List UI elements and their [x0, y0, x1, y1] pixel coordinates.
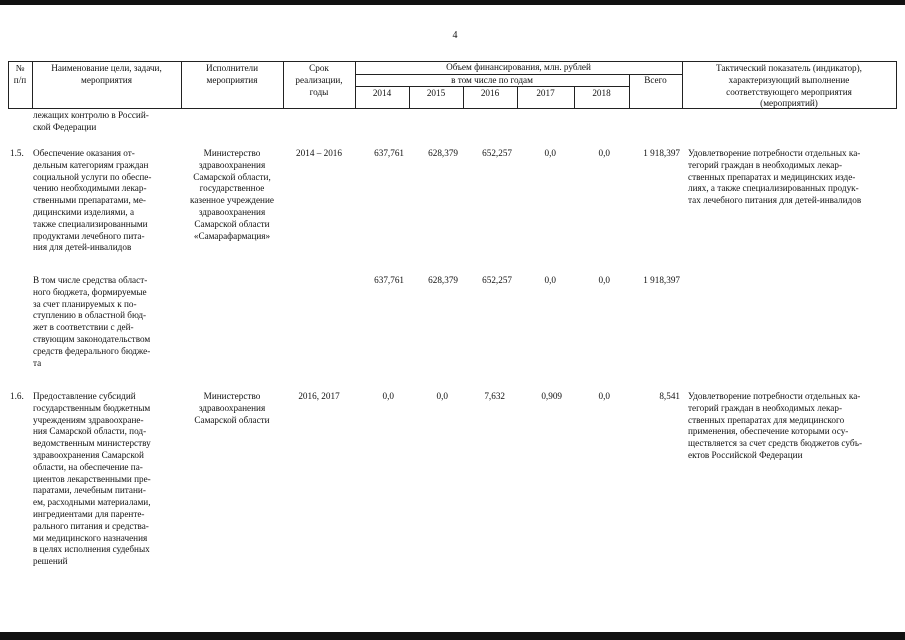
row-value-2017: 0,909	[541, 391, 562, 401]
header-total: Всего	[644, 75, 667, 85]
top-border	[0, 0, 905, 5]
subrow-value-2015: 628,379	[428, 275, 458, 285]
row-value-2018: 0,0	[598, 148, 610, 158]
carryover-text: лежащих контролю в Россий- ской Федерации	[33, 110, 149, 132]
bottom-border	[0, 632, 905, 640]
row-name: Обеспечение оказания от- дельным категориям граждан социальной услуги по обеспе- чению необходимыми лекар- ственными препаратами, ме- дицинскими изделиями, а также специализированными продуктами лечебного пита- ния для детей-инвалидов	[33, 148, 152, 253]
row-term: 2014 – 2016	[296, 148, 342, 158]
row-indicator: Удовлетворение потребности отдельных ка- тегорий граждан в необходимых лекар- ственных препаратах для медицинского применения, обеспечение которыми осу- ществляется за счет средств бюджетов субъ- ектов Российской Федерации	[688, 391, 863, 460]
header-no: № п/п	[13, 63, 27, 85]
header-indicator: Тактический показатель (индикатор), характеризующий выполнение соответствующего мероприятия (мероприятий)	[716, 63, 862, 109]
header-year-2018: 2018	[592, 88, 611, 98]
header-term: Срок реализации, годы	[295, 63, 343, 97]
subrow-name: В том числе средства област- ного бюджета, формируемые за счет планируемых к по- ступлению в областной бюд- жет в соответствии с дей- ствующим законодательством средств федерального бюдже- та	[33, 275, 151, 368]
row-value-2015: 628,379	[428, 148, 458, 158]
row-value-2014: 0,0	[382, 391, 394, 401]
header-executors: Исполнители мероприятия	[205, 63, 259, 85]
row-number: 1.6.	[10, 391, 24, 401]
row-value-2018: 0,0	[598, 391, 610, 401]
subrow-value-2018: 0,0	[598, 275, 610, 285]
row-value-2016: 7,632	[484, 391, 505, 401]
subrow-value-2017: 0,0	[544, 275, 556, 285]
row-value-2016: 652,257	[482, 148, 512, 158]
row-total: 8,541	[659, 391, 680, 401]
row-value-2015: 0,0	[436, 391, 448, 401]
row-indicator: Удовлетворение потребности отдельных ка- тегорий граждан в необходимых лекар- ственных препаратах и медицинских изде- лиях, а также специализированных продук- тах лечебного питания для детей-инвалидов	[688, 148, 862, 206]
header-year-2014: 2014	[372, 88, 392, 98]
row-term: 2016, 2017	[298, 391, 340, 401]
row-value-2017: 0,0	[544, 148, 556, 158]
col-border-right	[896, 61, 897, 109]
row-value-2014: 637,761	[374, 148, 404, 158]
row-number: 1.5.	[10, 148, 24, 158]
header-funding: Объем финансирования, млн. рублей	[446, 62, 591, 72]
row-total: 1 918,397	[643, 148, 680, 158]
subrow-total: 1 918,397	[643, 275, 680, 285]
header-year-2016: 2016	[480, 88, 500, 98]
header-by-years: в том числе по годам	[451, 75, 533, 85]
header-year-2015: 2015	[426, 88, 446, 98]
row-name: Предоставление субсидий государственным бюджетным учреждениям здравоохране- ния Самарской области, под- ведомственным министерству здравоохранения Самарской области, на обеспечение па- циентов лекарственными пре- паратами, лечебным питани- ем, расходными материалами, ингредиентами для паренте- рального питания и средства- ми медицинского назначения в целях исполнения судебных решений	[33, 391, 151, 567]
row-executors: Министерство здравоохранения Самарской области, государственное казенное учреждение здравоохранения Самарской области «Самарафармация»	[190, 148, 274, 241]
subrow-value-2016: 652,257	[482, 275, 512, 285]
page-number: 4	[452, 30, 458, 41]
header-name: Наименование цели, задачи, мероприятия	[51, 63, 162, 85]
subrow-value-2014: 637,761	[374, 275, 404, 285]
header-year-2017: 2017	[536, 88, 555, 98]
row-executors: Министерство здравоохранения Самарской области	[194, 391, 270, 425]
